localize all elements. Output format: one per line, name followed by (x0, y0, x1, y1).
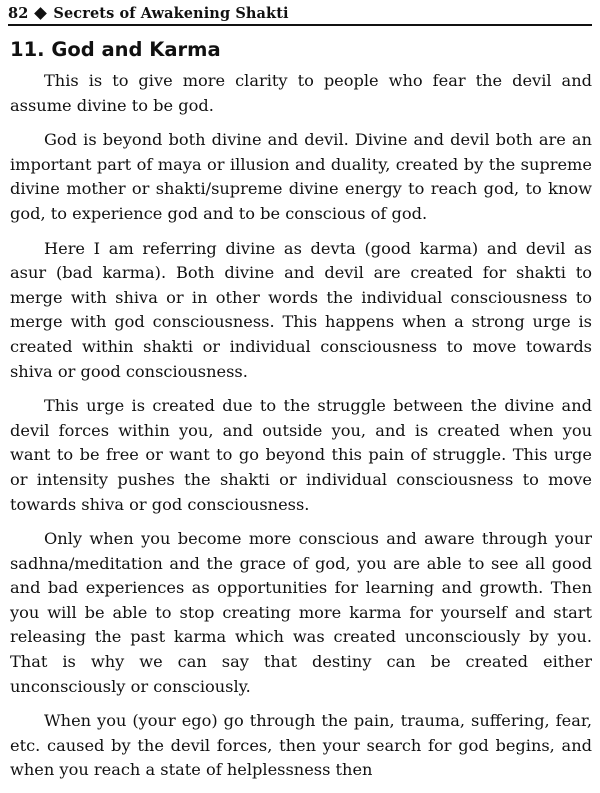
paragraph: Only when you become more conscious and aware through your sadhna/meditation and the grace of god, you are able to see all good and bad experiences as opportunities for learning and growth. Then you will be able to stop creating more karma for yourself and start releasing the past karma which was created unconsciously by you. That is why we can say that destiny can be created either unconsciously or consciously. (10, 529, 592, 696)
paragraph: Here I am referring divine as devta (good karma) and devil as asur (bad karma). Both divine and devil are created for shakti to merge with shiva or in other words the individual consciousness to merge with god consciousness. This happens when a strong urge is created within shakti or individual consciousness to move towards shiva or good consciousness. (10, 238, 592, 381)
paragraph: This is to give more clarity to people who fear the devil and assume divine to be god. (10, 71, 592, 115)
page-number: 82 (8, 4, 29, 22)
running-header (8, 2, 592, 26)
body-text (10, 69, 592, 793)
book-title: Secrets of Awakening Shakti (53, 4, 289, 22)
paragraph: This urge is created due to the struggle between the divine and devil forces within you, and outside you, and is created when you want to be free or want to go beyond this pain of struggle. This urge or intensity pushes the shakti or individual consciousness to move towards shiva or god consciousness. (10, 396, 592, 514)
diamond-icon (35, 7, 48, 20)
paragraph: God is beyond both divine and devil. Divine and devil both are an important part of maya or illusion and duality, created by the supreme divine mother or shakti/supreme divine energy to reach god, to know god, to experience god and to be conscious of god. (10, 130, 592, 223)
chapter-title: 11. God and Karma (10, 38, 221, 61)
paragraph: When you (your ego) go through the pain, trauma, suffering, fear, etc. caused by the devil forces, then your search for god begins, and when you reach a state of helplessness then (10, 711, 592, 780)
